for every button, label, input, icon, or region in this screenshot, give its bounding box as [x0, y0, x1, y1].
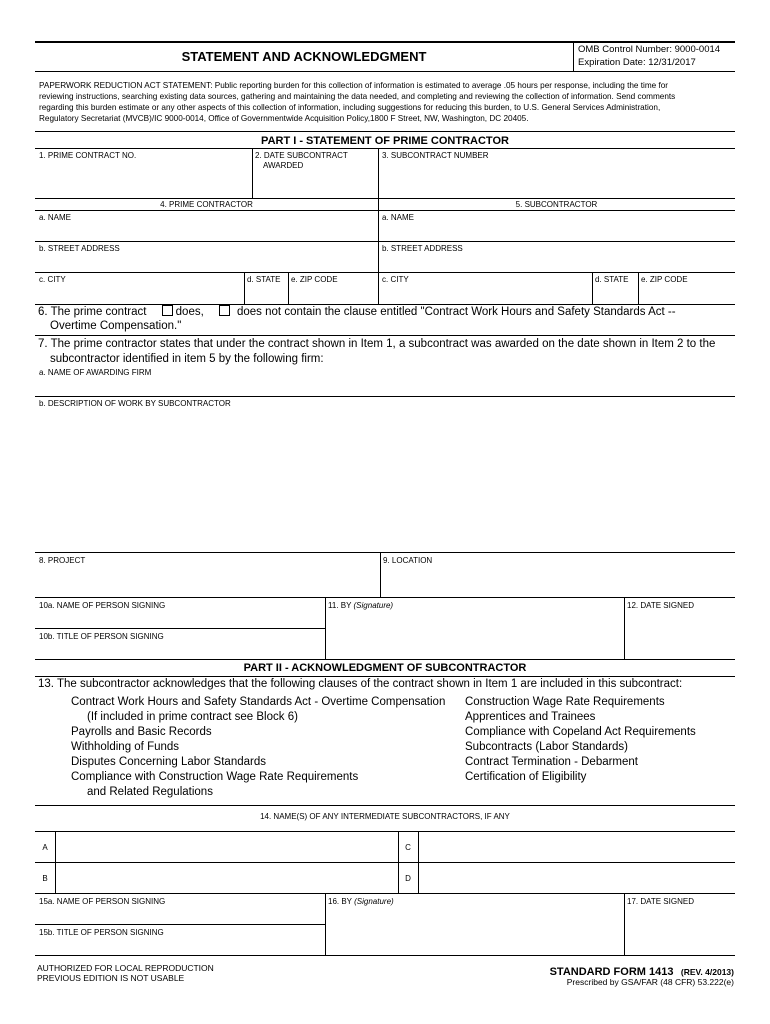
subcontractor-heading: 5. SUBCONTRACTOR	[515, 200, 598, 209]
name-of-person-signing-field[interactable]: 10a. NAME OF PERSON SIGNING	[39, 601, 166, 610]
signature-hint: (Signature)	[353, 601, 394, 610]
clause-item: Subcontracts (Labor Standards)	[465, 741, 629, 753]
clause-item: Compliance with Construction Wage Rate Requirements	[71, 771, 359, 783]
subcontractor-c-field[interactable]	[419, 832, 734, 862]
previous-edition-note: PREVIOUS EDITION IS NOT USABLE	[37, 973, 185, 983]
clause-item: Contract Work Hours and Safety Standards Act - Overtime Compensation	[71, 696, 446, 708]
clause-item: Apprentices and Trainees	[465, 711, 596, 723]
subcontractor-a-field[interactable]	[56, 832, 397, 862]
work-description-field[interactable]: b. DESCRIPTION OF WORK BY SUBCONTRACTOR	[39, 399, 231, 408]
clause-item: Disputes Concerning Labor Standards	[71, 756, 266, 768]
date-subcontract-awarded-label: AWARDED	[263, 161, 304, 170]
prime-zip-field[interactable]: e. ZIP CODE	[291, 275, 338, 284]
paperwork-line: regarding this burden estimate or any other aspects of this collection of information, including suggestions for reducing this burden, to U.S. General Services Administration,	[39, 103, 661, 112]
sub-signature-by-label: 16. BY	[328, 897, 352, 906]
row-c-label: C	[405, 843, 411, 852]
clause-item: Payrolls and Basic Records	[71, 726, 212, 738]
sub-state-field[interactable]: d. STATE	[595, 275, 629, 284]
signature-by-label: 11. BY	[328, 601, 352, 610]
form-title: STATEMENT AND ACKNOWLEDGMENT	[181, 49, 427, 64]
sub-signature-field[interactable]	[328, 897, 394, 907]
row-d-label: D	[405, 874, 411, 883]
does-not-checkbox[interactable]	[219, 305, 230, 316]
subcontract-number-field[interactable]: 3. SUBCONTRACT NUMBER	[382, 151, 489, 160]
item6-text-b: does not contain the clause entitled "Contract Work Hours and Safety Standards Act --	[237, 306, 676, 318]
subcontractor-b-field[interactable]	[56, 863, 397, 892]
sub-name-of-person-signing-field[interactable]: 15a. NAME OF PERSON SIGNING	[39, 897, 166, 906]
form-number: STANDARD FORM 1413	[549, 966, 674, 978]
part1-title: PART I - STATEMENT OF PRIME CONTRACTOR	[261, 135, 509, 147]
location-field[interactable]: 9. LOCATION	[383, 556, 433, 565]
item7-text-b: subcontractor identified in item 5 by the following firm:	[50, 353, 324, 365]
sub-zip-field[interactable]: e. ZIP CODE	[641, 275, 688, 284]
prime-city-field[interactable]: c. CITY	[39, 275, 66, 284]
part2-title: PART II - ACKNOWLEDGMENT OF SUBCONTRACTOR	[243, 662, 527, 674]
prime-state-field[interactable]: d. STATE	[247, 275, 281, 284]
form-revision: (REV. 4/2013)	[680, 967, 734, 977]
clause-item: Withholding of Funds	[71, 741, 180, 753]
project-field[interactable]: 8. PROJECT	[39, 556, 86, 565]
date-signed-field[interactable]: 12. DATE SIGNED	[627, 601, 694, 610]
clause-item: (If included in prime contract see Block 6)	[87, 711, 298, 723]
sub-city-field[interactable]: c. CITY	[382, 275, 409, 284]
item6-statement	[38, 305, 676, 320]
omb-control-number: OMB Control Number: 9000-0014	[578, 44, 721, 55]
date-subcontract-awarded-field[interactable]: 2. DATE SUBCONTRACT	[255, 151, 348, 160]
clause-item: Compliance with Copeland Act Requirements	[465, 726, 696, 738]
reproduction-note: AUTHORIZED FOR LOCAL REPRODUCTION	[37, 963, 214, 973]
subcontractor-d-field[interactable]	[419, 863, 734, 892]
sub-signature-hint: (Signature)	[354, 897, 394, 906]
prime-street-field[interactable]: b. STREET ADDRESS	[39, 244, 120, 253]
item7-text-a: 7. The prime contractor states that under the contract shown in Item 1, a subcontract was awarded on the date shown in Item 2 to the	[38, 338, 716, 350]
clause-item: Certification of Eligibility	[465, 771, 587, 783]
sub-date-signed-field[interactable]: 17. DATE SIGNED	[627, 897, 694, 906]
row-b-label: B	[42, 874, 48, 883]
prime-contractor-heading: 4. PRIME CONTRACTOR	[160, 200, 253, 209]
sub-street-field[interactable]: b. STREET ADDRESS	[382, 244, 463, 253]
paperwork-line: reviewing instructions, searching existing data sources, gathering and maintaining the data needed, and completing and reviewing the collection of information. Send comments	[39, 92, 676, 101]
prescribed-by: Prescribed by GSA/FAR (48 CFR) 53.222(e)	[566, 977, 734, 987]
intermediate-subcontractors-heading: 14. NAME(S) OF ANY INTERMEDIATE SUBCONTRACTORS, IF ANY	[260, 812, 510, 821]
item13-statement: 13. The subcontractor acknowledges that the following clauses of the contract shown in Item 1 are included in this subcontract:	[38, 678, 683, 690]
paperwork-line: Regulatory Secretariat (MVCB)/IC 9000-0014, Office of Governmentwide Acquisition Policy,1800 F Street, NW, Washington, DC 20405.	[39, 114, 529, 123]
expiration-date: Expiration Date: 12/31/2017	[578, 57, 696, 68]
prime-name-field[interactable]: a. NAME	[39, 213, 72, 222]
clause-item: Contract Termination - Debarment	[465, 756, 638, 768]
item6-text-a: 6. The prime contract	[38, 306, 147, 318]
prime-contract-no-field[interactable]: 1. PRIME CONTRACT NO.	[39, 151, 137, 160]
clause-item: Construction Wage Rate Requirements	[465, 696, 665, 708]
row-a-label: A	[42, 843, 48, 852]
item6-does-label: does,	[175, 306, 204, 318]
clause-item: and Related Regulations	[87, 786, 213, 798]
sub-name-field[interactable]: a. NAME	[382, 213, 415, 222]
paperwork-line: PAPERWORK REDUCTION ACT STATEMENT: Public reporting burden for this collection of information is estimated to average .05 hours per response, including the time for	[39, 81, 669, 90]
title-of-person-signing-field[interactable]: 10b. TITLE OF PERSON SIGNING	[39, 632, 164, 641]
signature-field[interactable]	[328, 601, 393, 611]
does-checkbox[interactable]	[162, 305, 173, 316]
sub-title-of-person-signing-field[interactable]: 15b. TITLE OF PERSON SIGNING	[39, 928, 164, 937]
item6-text-c: Overtime Compensation."	[50, 320, 182, 332]
awarding-firm-field[interactable]: a. NAME OF AWARDING FIRM	[39, 368, 152, 377]
